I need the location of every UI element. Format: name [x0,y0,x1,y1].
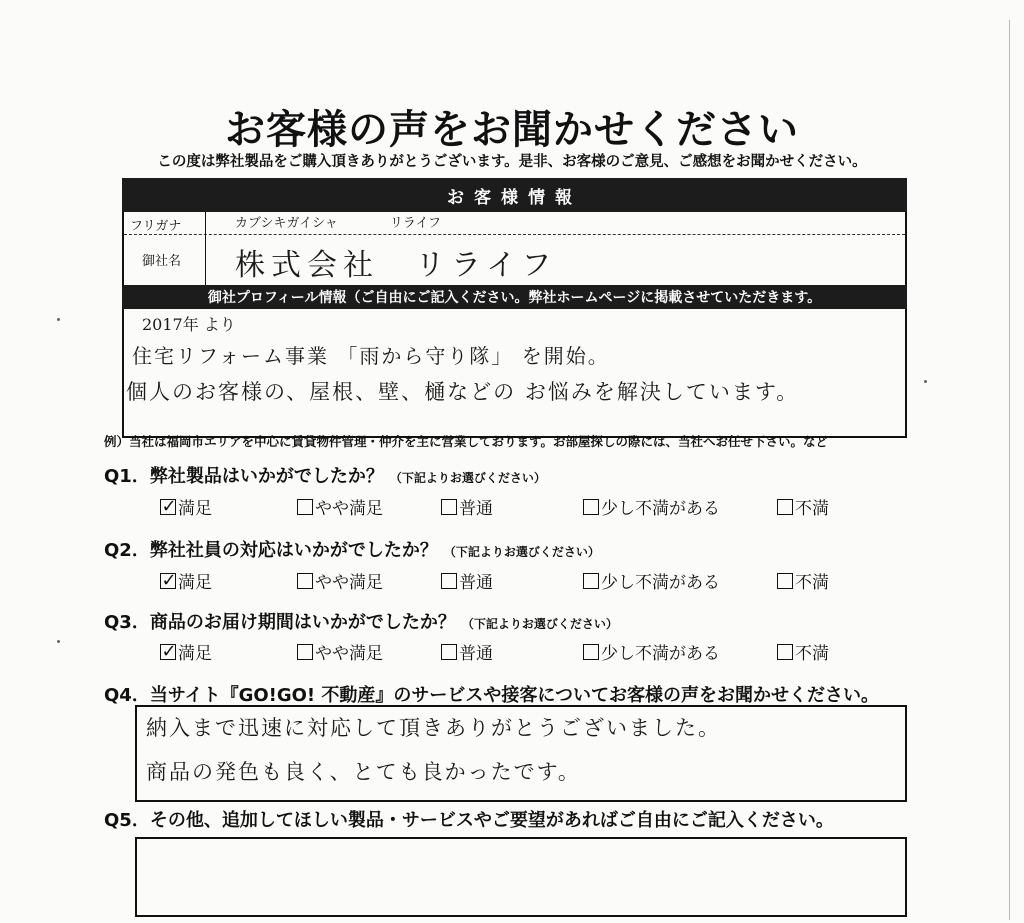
checkbox[interactable] [441,499,457,515]
checkbox[interactable] [583,573,599,589]
q1-option-normal[interactable] [441,494,493,519]
q3-hint: （下記よりお選びください） [461,617,618,631]
label-column-divider [205,212,206,285]
q3-title-text: Q3．商品のお届け期間はいかがでしたか？ [104,612,456,633]
check-mark-icon: ✓ [161,640,177,662]
q3-option-somewhat-satisfied[interactable] [297,639,383,664]
option-label: 普通 [459,573,493,593]
q4-answer-line-1[interactable]: 納入まで迅速に対応して頂きありがとうございました。 [146,716,721,740]
checkbox[interactable] [777,573,793,589]
profile-line-1[interactable]: 2017年 より [142,315,236,334]
company-label: 御社名 [142,254,182,269]
checkbox[interactable] [441,573,457,589]
q1-title [104,462,546,488]
option-label: 不満 [795,499,829,519]
customer-info-header: お客様情報 [122,178,907,212]
q2-option-somewhat-satisfied[interactable] [297,568,383,593]
q4-answer-line-2[interactable]: 商品の発色も良く、とても良かったです。 [146,760,581,784]
checkbox[interactable] [297,499,313,515]
checkbox[interactable] [777,644,793,660]
q3-title [104,608,618,634]
scan-speck [924,380,927,383]
checkbox[interactable] [583,644,599,660]
example-note: 例）当社は福岡市エリアを中心に賃貸物件管理・仲介を主に営業しております。お部屋探しの際には、当社へお任せ下さい。など [104,434,829,449]
q2-option-dissatisfied[interactable] [777,568,829,593]
company-name-field[interactable]: 株式会社 リライフ [235,248,558,283]
option-label: 少し不満がある [601,573,720,593]
profile-line-2[interactable]: 住宅リフォーム事業 「雨から守り隊」 を開始。 [132,344,610,368]
scan-speck [57,318,60,321]
check-mark-icon: ✓ [161,569,177,591]
option-label: 普通 [459,644,493,664]
checkbox[interactable] [297,573,313,589]
q2-title [104,536,600,562]
scan-speck [57,640,60,643]
q1-option-satisfied[interactable] [160,494,212,519]
checkbox[interactable] [441,644,457,660]
furigana-field[interactable]: カブシキガイシャ リライフ [235,216,442,231]
q3-option-dissatisfied[interactable] [777,639,829,664]
q5-answer-box[interactable] [135,837,907,917]
q1-option-dissatisfied[interactable] [777,494,829,519]
option-label: やや満足 [315,499,383,519]
q4-title: Q4．当サイト『GO!GO! 不動産』のサービスや接客についてお客様の声をお聞かせください。 [104,685,880,706]
furigana-divider [124,234,905,235]
option-label: 満足 [178,644,212,664]
option-label: 不満 [795,573,829,593]
profile-line-3[interactable]: 個人のお客様の、屋根、壁、樋などの お悩みを解決しています。 [126,380,800,404]
furigana-label: フリガナ [130,219,182,234]
q2-hint: （下記よりお選びください） [443,545,600,559]
checkbox[interactable] [160,569,177,591]
q3-option-normal[interactable] [441,639,493,664]
option-label: 少し不満がある [601,644,720,664]
q1-hint: （下記よりお選びください） [389,471,546,485]
check-mark-icon: ✓ [161,495,177,517]
q1-option-somewhat-dissatisfied[interactable] [583,494,720,519]
q5-title: Q5．その他、追加してほしい製品・サービスやご要望があればご自由にご記入ください。 [104,810,834,831]
option-label: 満足 [178,573,212,593]
q2-option-somewhat-dissatisfied[interactable] [583,568,720,593]
option-label: 不満 [795,644,829,664]
q2-title-text: Q2．弊社社員の対応はいかがでしたか？ [104,540,438,561]
q2-option-normal[interactable] [441,568,493,593]
option-label: やや満足 [315,644,383,664]
option-label: やや満足 [315,573,383,593]
profile-header: 御社プロフィール情報（ご自由にご記入ください。弊社ホームページに掲載させていただきます。 [122,285,907,309]
checkbox[interactable] [160,495,177,517]
option-label: 満足 [178,499,212,519]
q3-option-satisfied[interactable] [160,639,212,664]
q1-option-somewhat-satisfied[interactable] [297,494,383,519]
page-title: お客様の声をお聞かせください [225,107,799,153]
checkbox[interactable] [297,644,313,660]
option-label: 普通 [459,499,493,519]
page-subtitle: この度は弊社製品をご購入頂きありがとうございます。是非、お客様のご意見、ご感想をお聞かせください。 [157,154,867,170]
q2-option-satisfied[interactable] [160,568,212,593]
checkbox[interactable] [160,640,177,662]
checkbox[interactable] [777,499,793,515]
q3-option-somewhat-dissatisfied[interactable] [583,639,720,664]
checkbox[interactable] [583,499,599,515]
q1-title-text: Q1．弊社製品はいかがでしたか？ [104,466,384,487]
option-label: 少し不満がある [601,499,720,519]
